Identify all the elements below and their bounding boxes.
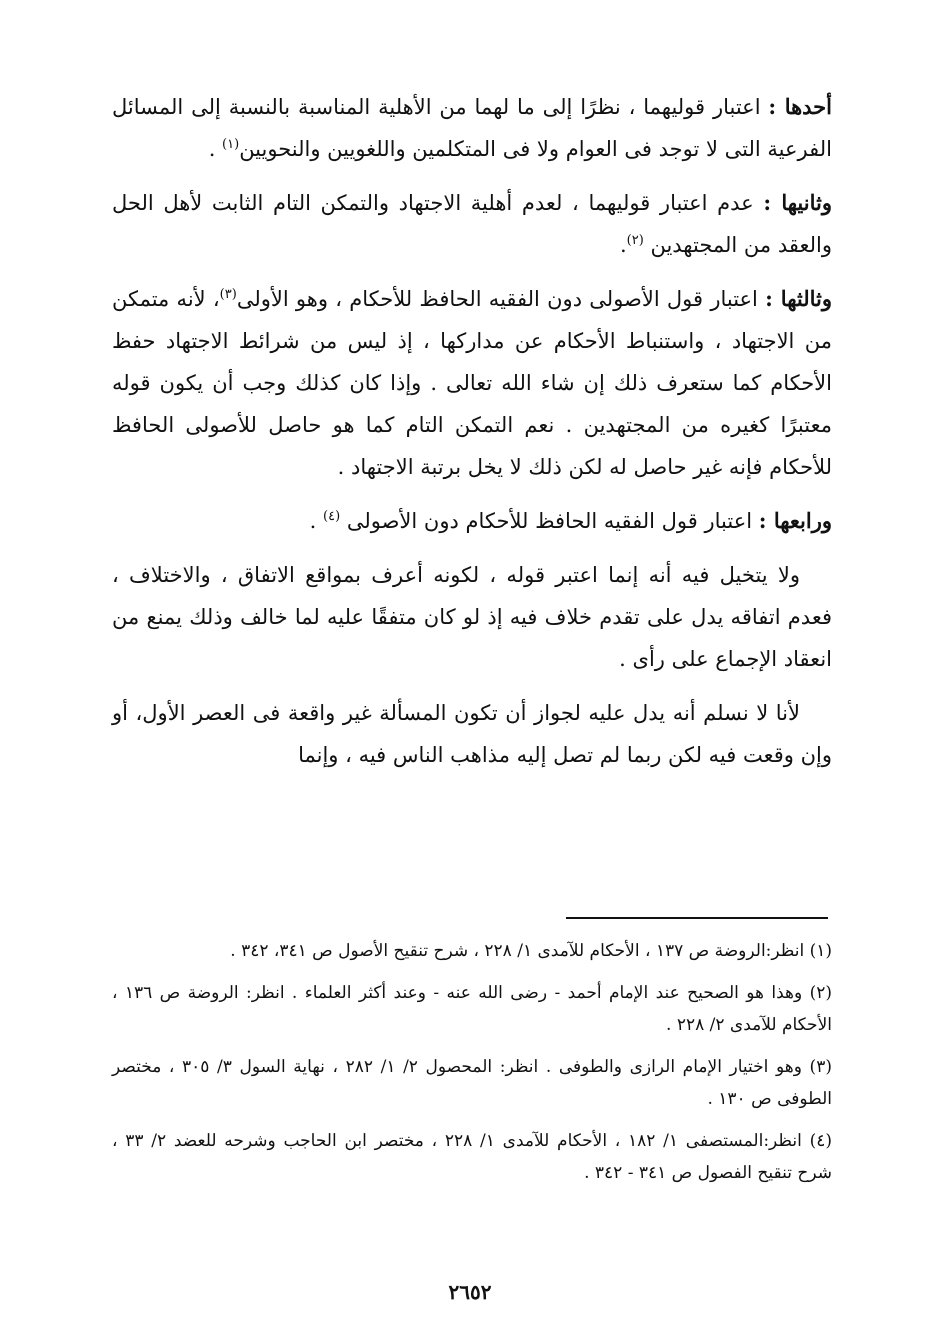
footnote-ref: (٣) (219, 287, 237, 302)
paragraph-tail: . (619, 233, 627, 257)
paragraph-text: اعتبار قوليهما ، نظرًا إلى ما لهما من الأهلية المناسبة بالنسبة إلى المسائل الفرعية التى لا توجد فى العوام ولا فى المتكلمين واللغويين والنحويين (112, 95, 832, 161)
paragraph-text: عدم اعتبار قوليهما ، لعدم أهلية الاجتهاد والتمكن التام الثابت لأهل الحل والعقد من المجتهدين (112, 191, 832, 257)
paragraph-first-opinion (112, 86, 832, 170)
paragraph-text: اعتبار قول الفقيه الحافظ للأحكام دون الأصولى (346, 509, 753, 533)
paragraph-tail: ، لأنه متمكن من الاجتهاد ، واستنباط الأحكام عن مداركها ، إذ ليس من شرائط الاجتهاد حفظ الأحكام كما ستعرف ذلك إن شاء الله تعالى . وإذا كان كذلك وجب أن يكون قوله معتبرًا كغيره من المجتهدين . نعم التمكن التام كما هو حاصل للأصولى الحافظ للأحكام فإنه غير حاصل له لكن ذلك لا يخل برتبة الاجتهاد . (112, 287, 832, 479)
paragraph-tail: . (208, 137, 223, 161)
footnote-3: (٣) وهو اختيار الإمام الرازى والطوفى . انظر: المحصول ٢/ ١/ ٢٨٢ ، نهاية السول ٣/ ٣٠٥ ، مختصر الطوفى ص ١٣٠ . (112, 1057, 832, 1109)
paragraph-response (112, 692, 832, 776)
paragraph-lead: وثانيها : (763, 190, 832, 215)
footnote-ref: (٢) (626, 233, 644, 248)
paragraph-text: ولا يتخيل فيه أنه إنما اعتبر قوله ، لكونه أعرف بمواقع الاتفاق ، والاختلاف ، فعدم اتفاقه يدل على تقدم خلاف فيه إذ لو كان متفقًا عليه لما خالف وذلك يمنع من انعقاد الإجماع على رأى . (112, 563, 832, 671)
footnote-separator (566, 917, 828, 919)
main-text (112, 86, 832, 788)
paragraph-lead: وثالثها : (765, 286, 832, 311)
footnotes (112, 935, 832, 1199)
paragraph-text: لأنا لا نسلم أنه يدل عليه لجواز أن تكون المسألة غير واقعة فى العصر الأول، أو وإن وقعت فيه لكن ربما لم تصل إليه مذاهب الناس فيه ، وإنما (112, 701, 832, 767)
paragraph-tail: . (309, 509, 324, 533)
footnote-ref: (٤) (323, 509, 341, 524)
paragraph-third-opinion (112, 278, 832, 488)
page-number: ٢٦٥٢ (448, 1280, 492, 1304)
paragraph-objection (112, 554, 832, 680)
paragraph-text: اعتبار قول الأصولى دون الفقيه الحافظ للأحكام ، وهو الأولى (236, 287, 758, 311)
paragraph-second-opinion (112, 182, 832, 266)
paragraph-fourth-opinion (112, 500, 832, 542)
paragraph-lead: ورابعها : (758, 508, 832, 533)
footnote-4: (٤) انظر:المستصفى ١/ ١٨٢ ، الأحكام للآمدى ١/ ٢٢٨ ، مختصر ابن الحاجب وشرحه للعضد ٢/ ٣٣ ، شرح تنقيح الفصول ص ٣٤١ - ٣٤٢ . (112, 1131, 832, 1183)
footnote-ref: (١) (222, 137, 240, 152)
paragraph-lead: أحدها : (768, 94, 833, 119)
footnote-2: (٢) وهذا هو الصحيح عند الإمام أحمد - رضى الله عنه - وعند أكثر العلماء . انظر: الروضة ص ١٣٦ ، الأحكام للآمدى ٢/ ٢٢٨ . (112, 983, 833, 1035)
footnote-1: (١) انظر:الروضة ص ١٣٧ ، الأحكام للآمدى ١/ ٢٢٨ ، شرح تنقيح الأصول ص ٣٤١، ٣٤٢ . (230, 941, 832, 961)
